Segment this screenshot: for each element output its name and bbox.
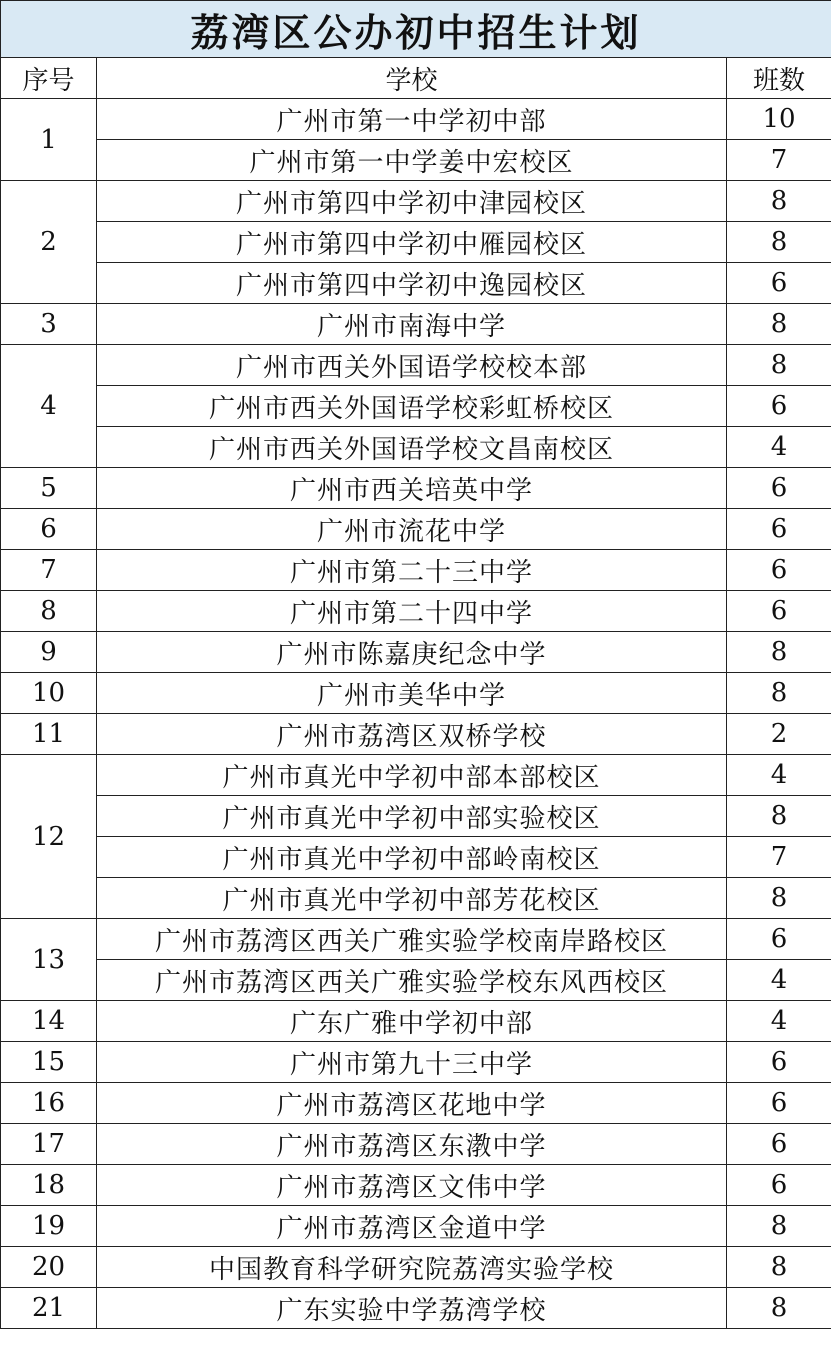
school-name: 广东实验中学荔湾学校: [97, 1288, 727, 1329]
row-index: 15: [1, 1042, 97, 1083]
row-index: 12: [1, 755, 97, 919]
row-index: 3: [1, 304, 97, 345]
row-index: 1: [1, 99, 97, 181]
table-row: [1, 181, 831, 222]
class-count: 4: [727, 755, 831, 796]
table-row: [1, 919, 831, 960]
table-row: [1, 591, 831, 632]
table-row: [1, 1083, 831, 1124]
school-name: 广州市第四中学初中雁园校区: [97, 222, 727, 263]
table-row: [1, 99, 831, 140]
school-name: 广州市荔湾区双桥学校: [97, 714, 727, 755]
row-index: 4: [1, 345, 97, 468]
class-count: 7: [727, 140, 831, 181]
class-count: 6: [727, 1124, 831, 1165]
table-row: [1, 1042, 831, 1083]
header-row: [1, 58, 831, 99]
school-name: 广州市第四中学初中津园校区: [97, 181, 727, 222]
class-count: 4: [727, 427, 831, 468]
class-count: 8: [727, 632, 831, 673]
table-row: [1, 263, 831, 304]
class-count: 6: [727, 468, 831, 509]
table-row: [1, 755, 831, 796]
class-count: 8: [727, 1206, 831, 1247]
row-index: 7: [1, 550, 97, 591]
school-name: 广州市荔湾区金道中学: [97, 1206, 727, 1247]
row-index: 21: [1, 1288, 97, 1329]
class-count: 8: [727, 673, 831, 714]
header-school: 学校: [97, 58, 727, 99]
class-count: 7: [727, 837, 831, 878]
school-name: 广州市西关培英中学: [97, 468, 727, 509]
school-name: 广州市第一中学姜中宏校区: [97, 140, 727, 181]
table-row: [1, 960, 831, 1001]
class-count: 6: [727, 919, 831, 960]
row-index: 14: [1, 1001, 97, 1042]
class-count: 6: [727, 386, 831, 427]
row-index: 16: [1, 1083, 97, 1124]
class-count: 6: [727, 509, 831, 550]
school-name: 广州市陈嘉庚纪念中学: [97, 632, 727, 673]
school-name: 广州市西关外国语学校文昌南校区: [97, 427, 727, 468]
class-count: 8: [727, 796, 831, 837]
school-name: 广州市西关外国语学校校本部: [97, 345, 727, 386]
class-count: 8: [727, 304, 831, 345]
school-name: 广东广雅中学初中部: [97, 1001, 727, 1042]
school-name: 广州市流花中学: [97, 509, 727, 550]
school-name: 广州市第四中学初中逸园校区: [97, 263, 727, 304]
row-index: 18: [1, 1165, 97, 1206]
table-row: [1, 1288, 831, 1329]
school-name: 中国教育科学研究院荔湾实验学校: [97, 1247, 727, 1288]
class-count: 4: [727, 1001, 831, 1042]
title-row: [1, 1, 831, 58]
table-row: [1, 878, 831, 919]
table-row: [1, 673, 831, 714]
row-index: 5: [1, 468, 97, 509]
table-row: [1, 304, 831, 345]
row-index: 8: [1, 591, 97, 632]
class-count: 8: [727, 878, 831, 919]
school-name: 广州市荔湾区花地中学: [97, 1083, 727, 1124]
school-name: 广州市西关外国语学校彩虹桥校区: [97, 386, 727, 427]
school-name: 广州市真光中学初中部本部校区: [97, 755, 727, 796]
table-row: [1, 1165, 831, 1206]
class-count: 8: [727, 345, 831, 386]
table-row: [1, 796, 831, 837]
class-count: 6: [727, 263, 831, 304]
table-row: [1, 468, 831, 509]
school-name: 广州市荔湾区西关广雅实验学校东风西校区: [97, 960, 727, 1001]
class-count: 4: [727, 960, 831, 1001]
header-index: 序号: [1, 58, 97, 99]
school-name: 广州市真光中学初中部实验校区: [97, 796, 727, 837]
school-name: 广州市真光中学初中部岭南校区: [97, 837, 727, 878]
class-count: 6: [727, 1165, 831, 1206]
table-row: [1, 345, 831, 386]
row-index: 19: [1, 1206, 97, 1247]
row-index: 2: [1, 181, 97, 304]
school-name: 广州市美华中学: [97, 673, 727, 714]
school-name: 广州市第一中学初中部: [97, 99, 727, 140]
school-name: 广州市荔湾区东漖中学: [97, 1124, 727, 1165]
row-index: 17: [1, 1124, 97, 1165]
school-name: 广州市荔湾区西关广雅实验学校南岸路校区: [97, 919, 727, 960]
class-count: 2: [727, 714, 831, 755]
row-index: 11: [1, 714, 97, 755]
row-index: 13: [1, 919, 97, 1001]
table-row: [1, 1247, 831, 1288]
row-index: 20: [1, 1247, 97, 1288]
row-index: 9: [1, 632, 97, 673]
school-name: 广州市真光中学初中部芳花校区: [97, 878, 727, 919]
school-name: 广州市第九十三中学: [97, 1042, 727, 1083]
table-row: [1, 714, 831, 755]
table-row: [1, 1206, 831, 1247]
table-row: [1, 222, 831, 263]
table-row: [1, 1001, 831, 1042]
table-row: [1, 427, 831, 468]
table-title: 荔湾区公办初中招生计划: [1, 1, 831, 58]
table-row: [1, 509, 831, 550]
class-count: 6: [727, 591, 831, 632]
row-index: 6: [1, 509, 97, 550]
table-row: [1, 632, 831, 673]
class-count: 6: [727, 1083, 831, 1124]
table-row: [1, 140, 831, 181]
class-count: 8: [727, 1247, 831, 1288]
class-count: 10: [727, 99, 831, 140]
table-row: [1, 386, 831, 427]
table-row: [1, 837, 831, 878]
table-row: [1, 1124, 831, 1165]
class-count: 6: [727, 550, 831, 591]
school-name: 广州市南海中学: [97, 304, 727, 345]
class-count: 8: [727, 181, 831, 222]
table-row: [1, 550, 831, 591]
class-count: 8: [727, 222, 831, 263]
header-classes: 班数: [727, 58, 831, 99]
class-count: 8: [727, 1288, 831, 1329]
school-name: 广州市荔湾区文伟中学: [97, 1165, 727, 1206]
school-name: 广州市第二十四中学: [97, 591, 727, 632]
class-count: 6: [727, 1042, 831, 1083]
school-name: 广州市第二十三中学: [97, 550, 727, 591]
row-index: 10: [1, 673, 97, 714]
